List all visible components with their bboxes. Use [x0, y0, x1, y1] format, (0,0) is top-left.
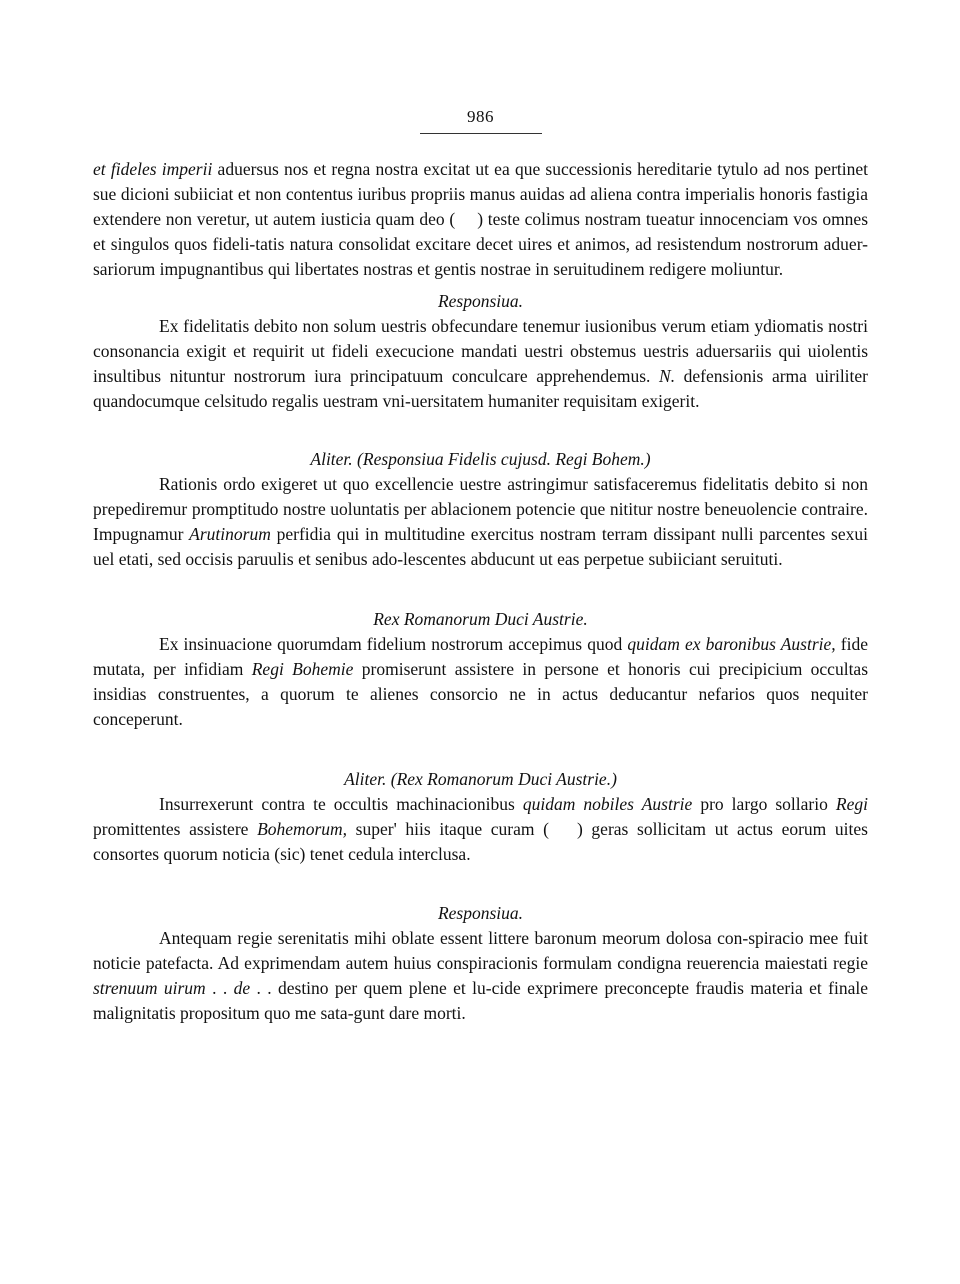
section-heading-aliter: Aliter. (Responsiua Fidelis cujusd. Regi Bohem.) — [310, 449, 651, 469]
document-page — [93, 104, 868, 1026]
section-heading-responsiua: Responsiua. — [437, 291, 524, 311]
italic-phrase: et fideles imperii — [93, 159, 213, 179]
text-run: . . — [205, 978, 234, 998]
italic-phrase: quidam nobiles Austrie — [522, 794, 693, 814]
header-rule — [420, 133, 542, 134]
section-heading-aliter-rex: Aliter. (Rex Romanorum Duci Austrie.) — [344, 769, 617, 789]
text-run: perfidia qui in multitudine exercitus nostram terram dissipant nulli parcentes sexui uel etati, sed occisis paruulis et senibus ado-lescentes abducunt ut eas perpetue subiiciant seruituti. — [93, 524, 868, 569]
text-run: ) geras sollicitam ut actus eorum uites consortes quorum noticia (sic) tenet cedula interclusa. — [93, 819, 868, 864]
italic-phrase: Bohemorum, — [257, 819, 348, 839]
section-heading-rex-romanorum: Rex Romanorum Duci Austrie. — [373, 609, 588, 629]
italic-phrase: strenuum uirum — [93, 978, 206, 998]
paragraph-2 — [93, 314, 868, 414]
italic-phrase: Regi Bohemie — [251, 659, 354, 679]
italic-phrase: Arutinorum — [189, 524, 271, 544]
paragraph-4 — [93, 632, 868, 732]
text-run: Insurrexerunt contra te occultis machinacionibus — [159, 794, 523, 814]
page-number: 986 — [467, 107, 494, 126]
text-run: fide mutata, per infidiam — [93, 634, 868, 679]
paragraph-1 — [93, 157, 868, 282]
italic-phrase: Regi — [835, 794, 868, 814]
text-run: Rationis ordo exigeret ut quo excellencie uestre astringimur satisfaceremus fidelitatis debito si non prepediremur promptitudo nostre uoluntatis per ablacionem potencie que nititur nostre beneuolencie contraire. Impugnamur — [93, 474, 868, 544]
paragraph-6 — [93, 926, 868, 1026]
text-run: aduersus nos et regna nostra excitat ut ea que successionis hereditarie tytulo ad nos pertinet sue dicioni subiiciat et non contentus iuribus propriis manus auidas ad aliena contra imperialis honoris fastigia extendere non veretur, ut autem iusticia quam deo ( — [93, 159, 869, 229]
text-run: Antequam regie serenitatis mihi oblate essent littere baronum meorum dolosa con-spiracio mee fuit noticie patefacta. Ad exprimendam autem huius conspiracionis formulam condigna reuerencia maiestati regie — [93, 928, 868, 973]
italic-phrase: N. — [659, 366, 676, 386]
italic-phrase: de — [233, 978, 251, 998]
paragraph-5 — [93, 792, 868, 867]
section-heading-responsiua-2: Responsiua. — [437, 903, 524, 923]
text-run: ) teste colimus nostram tueatur innocenciam vos omnes et singulos quos fideli-tatis natura consolidat excitare decet uires et animos, ad resistendum nostrorum aduer-sariorum impugnantibus qui libertates nostras et gentis nostrae in seruitudinem redigere moliuntur. — [93, 209, 869, 279]
italic-phrase: quidam ex baronibus Austrie, — [627, 634, 836, 654]
paragraph-3 — [93, 472, 868, 572]
text-run: . . destino per quem plene et lu-cide exprimere preconcepte fraudis materia et finale malignitatis propositum quo me sata-gunt dare morti. — [93, 978, 869, 1023]
text-run: super' hiis itaque curam ( — [347, 819, 549, 839]
text-run: Ex fidelitatis debito non solum uestris obfecundare tenemur iusionibus verum etiam ydiomatis nostri consonancia exigit et requirit ut fideli execucione mandati uestri obstemus uestris aduersariis qui uiolentis insultibus nituntur nostrorum iura principatuum conculcare apprehendemus. — [93, 316, 868, 386]
text-run: promiserunt assistere in persone et honoris cui precipicium occultas insidias construentes, a quorum te alienes consorcio ne in actus deducantur nefarios quos nequiter conceperunt. — [93, 659, 869, 729]
text-run: promittentes assistere — [93, 819, 258, 839]
text-run: Ex insinuacione quorumdam fidelium nostrorum accepimus quod — [159, 634, 628, 654]
text-run: defensionis arma uiriliter quandocumque celsitudo regalis uestram vni-uersitatem humaniter requisitam exigerit. — [93, 366, 868, 411]
text-run: pro largo sollario — [692, 794, 836, 814]
